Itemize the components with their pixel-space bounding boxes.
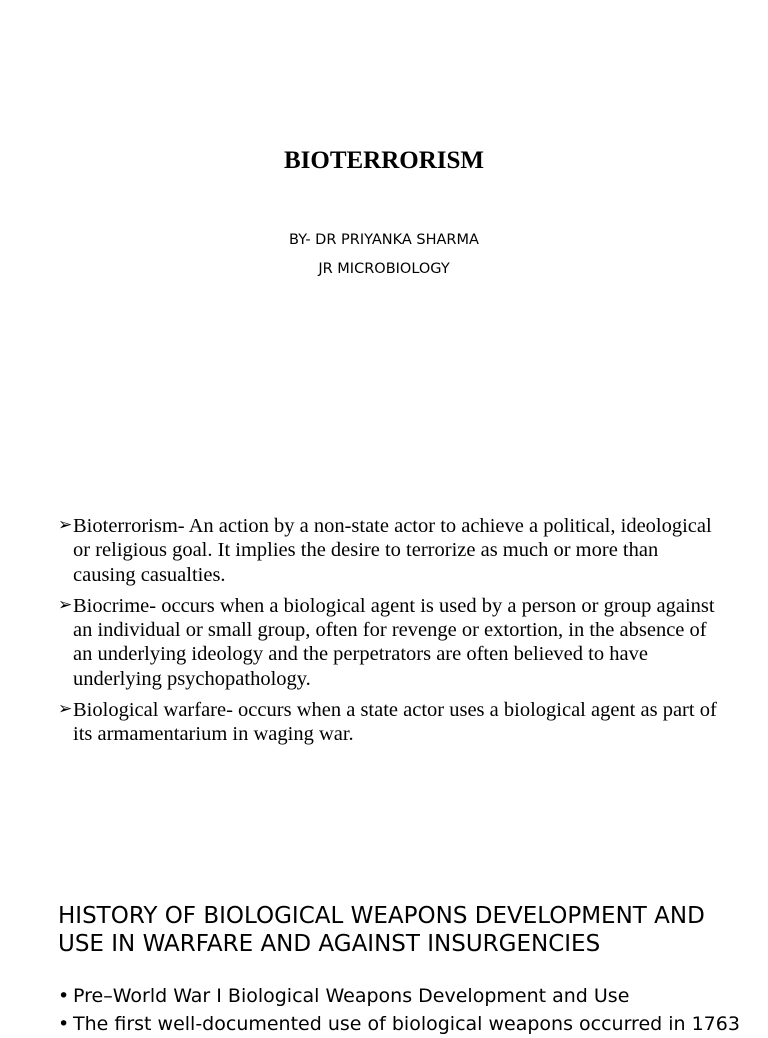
history-title: HISTORY OF BIOLOGICAL WEAPONS DEVELOPMENT AND USE IN WARFARE AND AGAINST INSURGENCIES (58, 903, 705, 957)
history-item-text: Pre–World War I Biological Weapons Development and Use (73, 985, 630, 1007)
definitions-list (58, 514, 718, 754)
author-line: BY- DR PRIYANKA SHARMA (289, 232, 479, 248)
list-item (58, 594, 718, 691)
definition-biological-warfare: Biological warfare- occurs when a state actor uses a biological agent as part of its armamentarium in waging war. (73, 699, 717, 746)
slide-title: BIOTERRORISM (283, 147, 485, 174)
arrow-bullet-icon: ➢ (58, 515, 73, 535)
list-item (58, 698, 718, 747)
list-item (58, 1010, 758, 1038)
history-slide (0, 880, 768, 1035)
definitions-slide (0, 480, 768, 880)
list-item (58, 982, 758, 1010)
definition-biocrime: Biocrime- occurs when a biological agent is used by a person or group against an individual or small group, often for revenge or extortion, in the absence of an underlying ideology and the perpetrators are often believed to have underlying psychopathology. (73, 594, 715, 690)
definition-bioterrorism: Bioterrorism- An action by a non-state actor to achieve a political, ideological or religious goal. It implies the desire to terrorize as much or more than causing casualties. (73, 515, 712, 586)
bullet-icon: • (58, 1013, 70, 1035)
list-item (58, 514, 718, 587)
arrow-bullet-icon: ➢ (58, 594, 73, 615)
history-item-text: The first well-documented use of biological weapons occurred in 1763 (73, 1013, 740, 1035)
arrow-bullet-icon: ➢ (58, 699, 73, 720)
department-line: JR MICROBIOLOGY (318, 261, 450, 277)
history-list (58, 982, 758, 1038)
title-slide (0, 0, 768, 480)
bullet-icon: • (58, 985, 70, 1007)
